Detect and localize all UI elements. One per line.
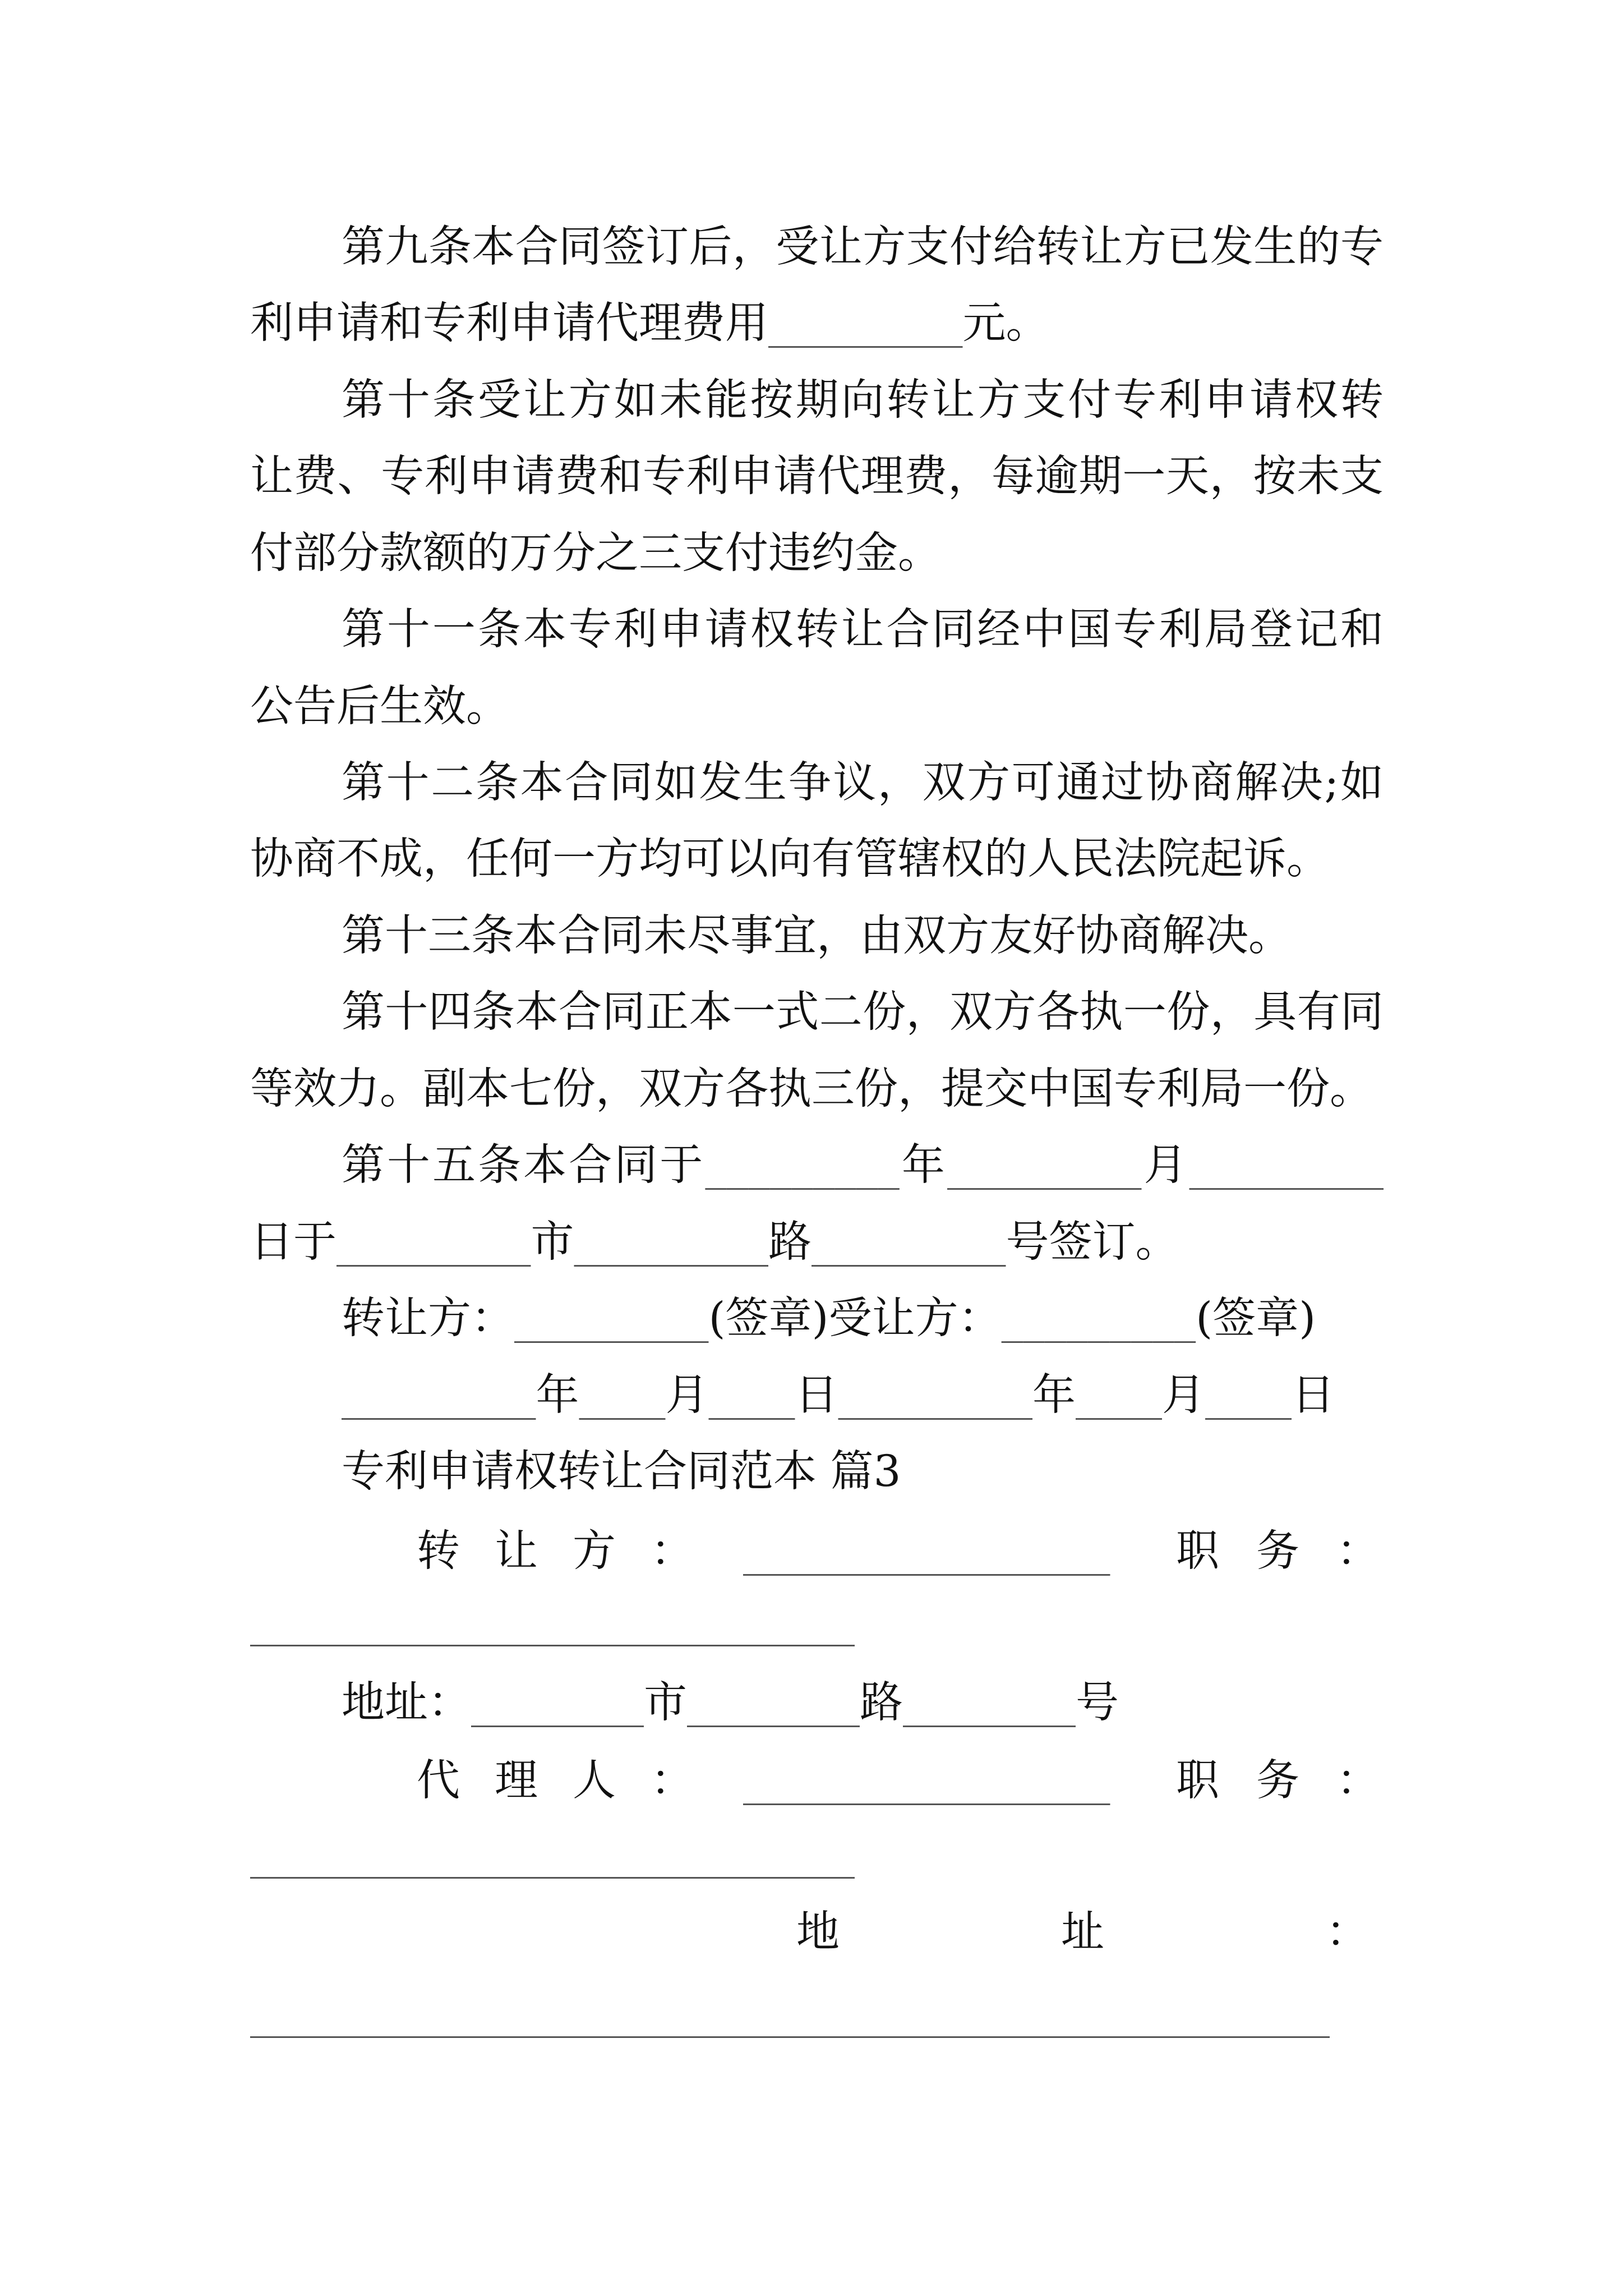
article-15-text: 第十五条本合同于 (342, 1140, 706, 1190)
date-year-blank-1: _________ (342, 1370, 536, 1420)
date-year-blank-2: _________ (838, 1370, 1032, 1420)
agent-duty-label: 职务： (1176, 1756, 1417, 1806)
article-9-line-2 (250, 286, 1384, 362)
agent-row (0, 1743, 1623, 1819)
day-blank: _________ (1189, 1140, 1384, 1190)
article-10-line-3: 付部分款额的万分之三支付违约金。 (250, 528, 941, 578)
number-blank: _________ (811, 1217, 1006, 1267)
year-blank: _________ (705, 1140, 900, 1190)
transferor-duty-label: 职务： (1176, 1526, 1417, 1576)
article-11-line-2: 公告后生效。 (250, 682, 509, 731)
day-at-label: 日于 (250, 1217, 336, 1267)
article-10-line-2: 让费、专利申请费和专利申请代理费，每逾期一天，按未支 (250, 452, 1384, 501)
transferor-name-blank: _________________ (743, 1526, 1110, 1576)
transferor-signature-blank: _________ (514, 1294, 709, 1343)
date-year-label-2: 年 (1032, 1370, 1076, 1420)
address-label: 地址： (342, 1678, 471, 1728)
address-road-blank: ________ (687, 1678, 860, 1728)
seal-label: (签章) (1196, 1294, 1316, 1343)
agent-label: 代理人： (417, 1756, 728, 1806)
transferor-label: 转让方： (342, 1294, 514, 1343)
agent-name-blank: _________________ (743, 1756, 1110, 1806)
date-day-label-2: 日 (1292, 1370, 1335, 1420)
address-number-blank: ________ (903, 1678, 1076, 1728)
month-blank: _________ (947, 1140, 1142, 1190)
agent-address-label: 地址： (796, 1907, 1590, 1957)
currency-unit: 元。 (962, 298, 1049, 348)
article-9-text: 利申请和专利申请代理费用 (250, 298, 768, 348)
date-day-label-1: 日 (795, 1370, 838, 1420)
address-city-label: 市 (644, 1678, 687, 1728)
seal-transferee-label: (签章)受让方： (708, 1294, 1002, 1343)
agent-address-row (0, 1894, 1623, 1971)
article-13-line-1: 第十三条本合同未尽事宜，由双方友好协商解决。 (342, 911, 1292, 961)
article-12-line-2: 协商不成，任何一方均可以向有管辖权的人民法院起诉。 (250, 834, 1330, 884)
fee-amount-blank: _________ (768, 298, 963, 348)
article-12-line-1: 第十二条本合同如发生争议，双方可通过协商解决;如 (342, 758, 1384, 808)
article-9-line-1: 第九条本合同签订后，受让方支付给转让方已发生的专 (342, 222, 1384, 272)
article-14-line-2: 等效力。副本七份，双方各执三份，提交中国专利局一份。 (250, 1064, 1373, 1114)
transferor-form-label: 转让方： (417, 1526, 728, 1576)
date-month-label-1: 月 (665, 1370, 709, 1420)
agent-address-blank: __________________________________________________ (250, 1989, 1330, 2039)
article-15-line-1 (342, 1128, 1384, 1204)
date-day-blank-1: ____ (708, 1370, 795, 1420)
section-heading: 专利申请权转让合同范本 篇3 (342, 1447, 901, 1497)
transferor-duty-blank: ____________________________ (250, 1597, 855, 1647)
month-label: 月 (1141, 1140, 1189, 1190)
date-day-blank-2: ____ (1205, 1370, 1292, 1420)
city-blank: _________ (336, 1217, 531, 1267)
year-label: 年 (899, 1140, 947, 1190)
address-number-label: 号 (1076, 1678, 1119, 1728)
agent-duty-blank: ____________________________ (250, 1829, 855, 1879)
address-line (342, 1665, 1384, 1741)
address-city-blank: ________ (471, 1678, 644, 1728)
signature-line (342, 1281, 1384, 1357)
article-11-line-1: 第十一条本专利申请权转让合同经中国专利局登记和 (342, 605, 1384, 655)
road-label: 路 (768, 1217, 811, 1267)
signed-label: 号签订。 (1006, 1217, 1179, 1267)
article-14-line-1: 第十四条本合同正本一式二份，双方各执一份，具有同 (342, 987, 1384, 1037)
city-label: 市 (531, 1217, 574, 1267)
signature-date-line (342, 1358, 1384, 1434)
article-15-line-2 (250, 1204, 1384, 1281)
transferor-row (0, 1513, 1623, 1590)
article-10-line-1: 第十条受让方如未能按期向转让方支付专利申请权转 (342, 375, 1384, 425)
date-month-label-2: 月 (1162, 1370, 1205, 1420)
date-month-blank-1: ____ (579, 1370, 666, 1420)
road-blank: _________ (574, 1217, 768, 1267)
date-month-blank-2: ____ (1076, 1370, 1162, 1420)
transferee-signature-blank: _________ (1001, 1294, 1196, 1343)
date-year-label-1: 年 (536, 1370, 579, 1420)
address-road-label: 路 (860, 1678, 903, 1728)
